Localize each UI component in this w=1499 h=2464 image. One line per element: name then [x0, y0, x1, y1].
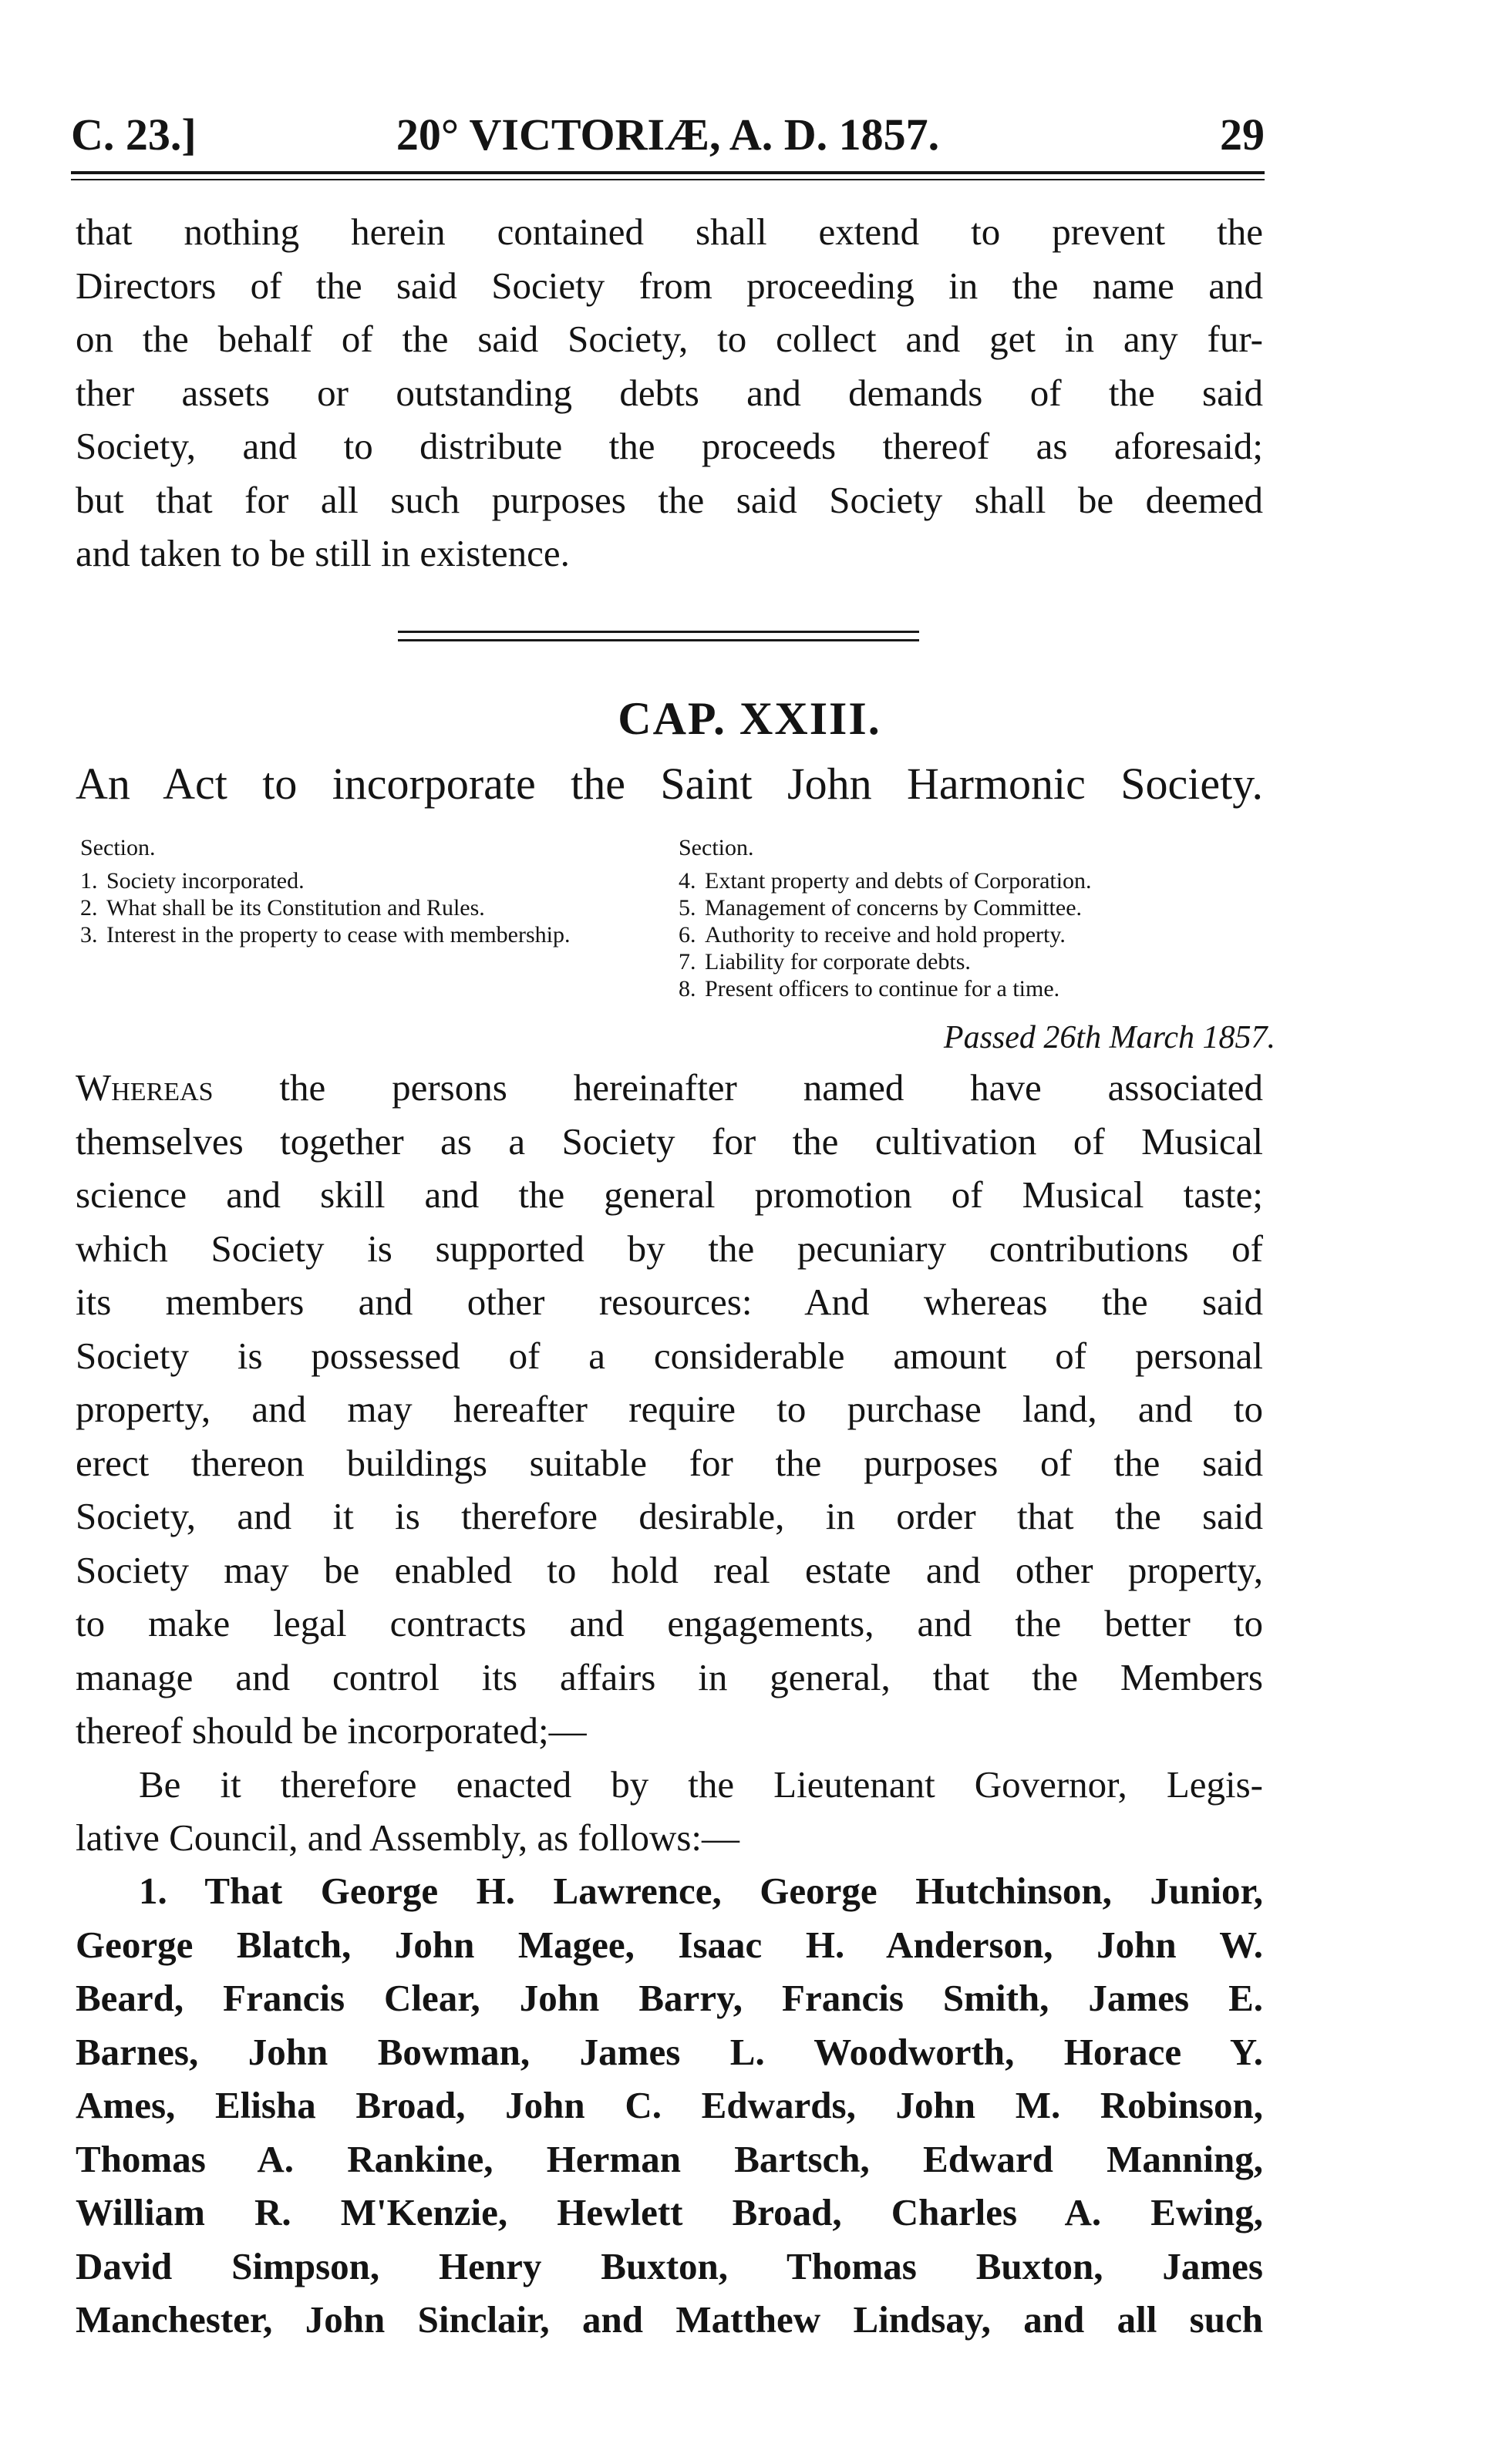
text-line: to make legal contracts and engagements, and the better to: [76, 1602, 1263, 1644]
text-line: William R. M'Kenzie, Hewlett Broad, Charles A. Ewing,: [76, 2191, 1263, 2233]
preamble-first-line: the persons hereinafter named have associated: [213, 1066, 1263, 1109]
text-line: erect thereon buildings suitable for the purposes of the said: [76, 1441, 1263, 1484]
header-rule-thin: [71, 179, 1265, 180]
section-heading: Section.: [80, 835, 156, 860]
note-number: 1.: [80, 868, 98, 894]
text-line: property, and may hereafter require to purchase land, and to: [76, 1388, 1263, 1430]
section-one: [76, 1864, 1263, 2347]
text-line: Beard, Francis Clear, John Barry, Francis Smith, James E.: [76, 1977, 1263, 2019]
text-line: its members and other resources: And whereas the said: [76, 1281, 1263, 1323]
note-text: What shall be its Constitution and Rules.: [106, 895, 485, 921]
section-divider: [398, 631, 919, 633]
text-line: Thomas A. Rankine, Herman Bartsch, Edward Manning,: [76, 2137, 1263, 2180]
regnal-year: 20° VICTORIÆ, A. D. 1857.: [396, 109, 940, 160]
running-header: [71, 108, 1265, 162]
page-number: 29: [1220, 109, 1265, 160]
preamble: [76, 1061, 1263, 1865]
text-line: Ames, Elisha Broad, John C. Edwards, John M. Robinson,: [76, 2084, 1263, 2126]
text-line: Manchester, John Sinclair, and Matthew Lindsay, and all such: [76, 2298, 1263, 2341]
note-text: Present officers to continue for a time.: [705, 976, 1060, 1001]
section-note: [80, 867, 612, 894]
text-line: themselves together as a Society for the cultivation of Musical: [76, 1119, 1263, 1163]
chapter-reference: C. 23.]: [71, 109, 197, 160]
section-notes-left: [80, 834, 612, 948]
text-line: ther assets or outstanding debts and demands of the said: [76, 371, 1263, 414]
text-line: Barnes, John Bowman, James L. Woodworth, Horace Y.: [76, 2030, 1263, 2073]
note-text: Extant property and debts of Corporation.: [705, 868, 1092, 894]
passed-date: Passed 26th March 1857.: [943, 1020, 1275, 1055]
text-line: Directors of the said Society from proceeding in the name and: [76, 264, 1263, 307]
note-text: Authority to receive and hold property.: [705, 922, 1066, 948]
text-line: but that for all such purposes the said Society shall be deemed: [76, 478, 1263, 521]
text-line: lative Council, and Assembly, as follows:—: [76, 1816, 740, 1859]
text-line: manage and control its affairs in general, that the Members: [76, 1655, 1263, 1698]
text-line: science and skill and the general promotion of Musical taste;: [76, 1173, 1263, 1216]
text-line: David Simpson, Henry Buxton, Thomas Buxton, James: [76, 2244, 1263, 2287]
note-number: 7.: [679, 949, 696, 974]
text-line: Society may be enabled to hold real estate and other property,: [76, 1548, 1263, 1591]
text-line: 1. That George H. Lawrence, George Hutchinson, Junior,: [139, 1870, 1263, 1912]
act-title: An Act to incorporate the Saint John Harmonic Society.: [76, 759, 1263, 809]
preamble-lead-word: Whereas: [76, 1066, 214, 1109]
header-rule: [71, 171, 1265, 174]
section-note: [80, 894, 612, 921]
section-note: [679, 921, 1280, 948]
text-line: George Blatch, John Magee, Isaac H. Anderson, John W.: [76, 1923, 1263, 1966]
section-note: [679, 948, 1280, 975]
note-number: 6.: [679, 922, 696, 948]
note-text: Interest in the property to cease with membership.: [106, 922, 571, 948]
note-number: 3.: [80, 922, 98, 948]
text-line: thereof should be incorporated;—: [76, 1709, 587, 1752]
section-divider-lower: [398, 639, 919, 641]
section-note: [679, 894, 1280, 921]
text-line: that nothing herein contained shall extend to prevent the: [76, 210, 1263, 253]
note-text: Management of concerns by Committee.: [705, 895, 1083, 921]
text-line: [76, 1061, 1263, 1115]
section-note: [679, 867, 1280, 894]
chapter-number: CAP. XXIII.: [618, 693, 881, 744]
text-line: on the behalf of the said Society, to collect and get in any fur-: [76, 318, 1263, 360]
note-number: 5.: [679, 895, 696, 921]
text-line: Society is possessed of a considerable amount of personal: [76, 1334, 1263, 1377]
note-text: Liability for corporate debts.: [705, 949, 971, 974]
text-line: Society, and to distribute the proceeds thereof as aforesaid;: [76, 425, 1263, 467]
text-line: Society, and it is therefore desirable, in order that the said: [76, 1495, 1263, 1537]
note-text: Society incorporated.: [106, 868, 305, 894]
note-number: 2.: [80, 895, 98, 921]
text-line: Be it therefore enacted by the Lieutenant Governor, Legis-: [139, 1762, 1263, 1806]
section-note: [80, 921, 612, 948]
note-number: 8.: [679, 976, 696, 1001]
text-line: which Society is supported by the pecuniary contributions of: [76, 1227, 1263, 1270]
section-notes-right: [679, 834, 1280, 1002]
note-number: 4.: [679, 868, 696, 894]
section-heading: Section.: [679, 835, 754, 860]
section-note: [679, 975, 1280, 1002]
text-line: and taken to be still in existence.: [76, 532, 570, 574]
opening-paragraph: [76, 205, 1263, 581]
